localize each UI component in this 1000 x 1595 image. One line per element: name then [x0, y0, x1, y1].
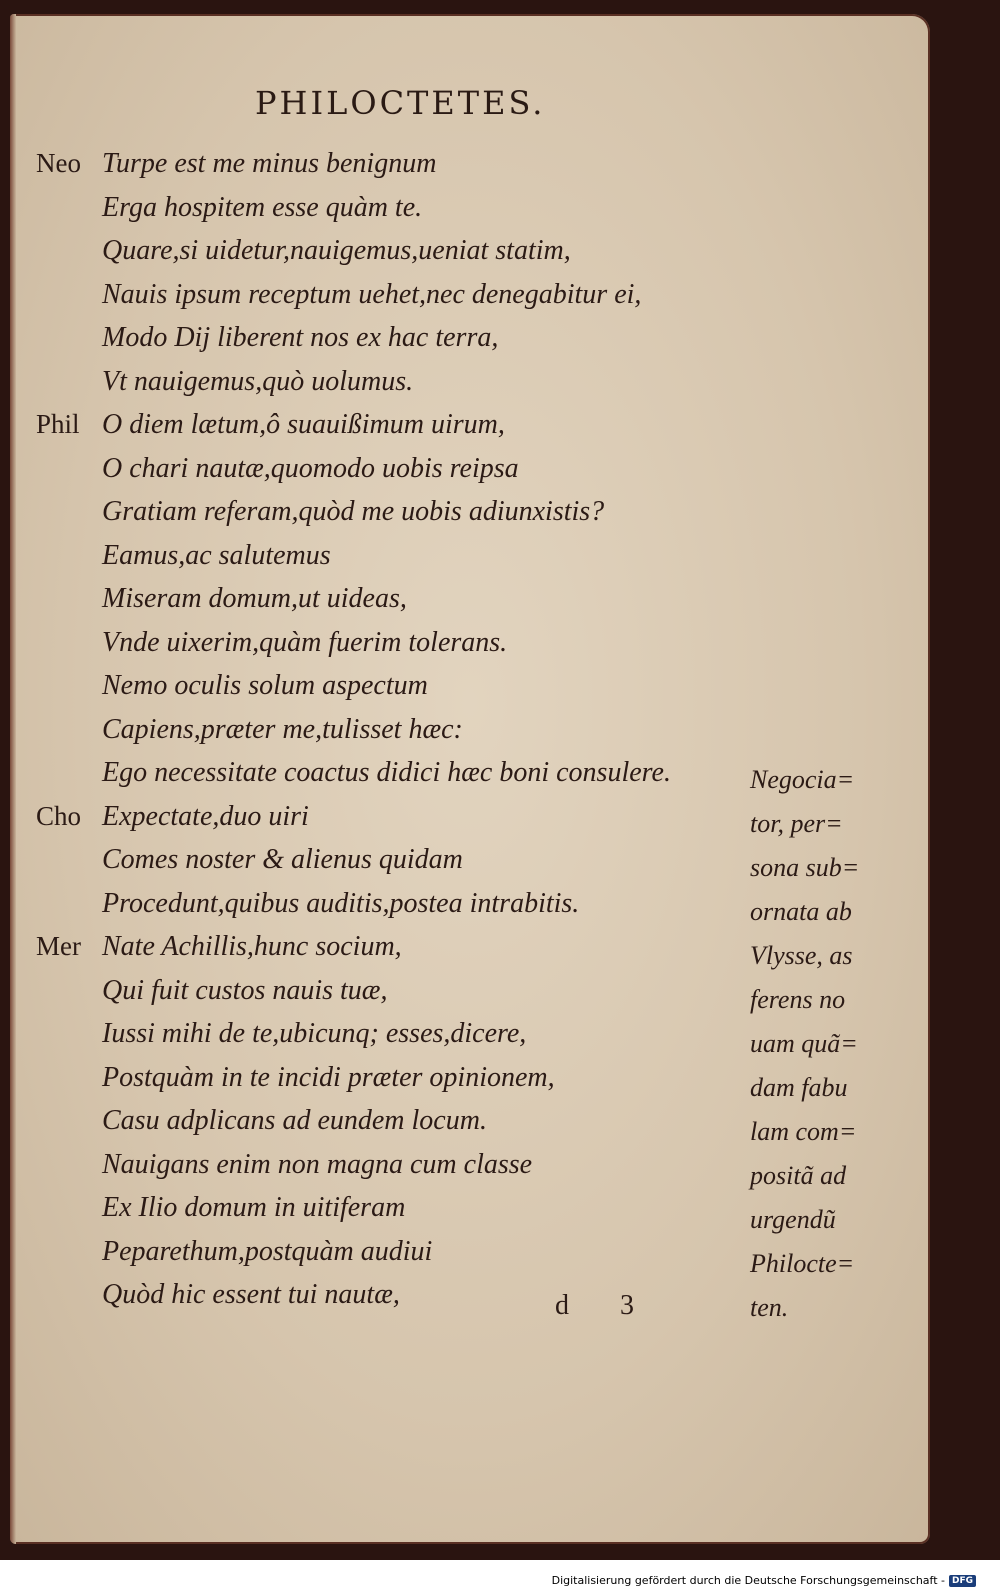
verse-line: Procedunt,quibus auditis,postea intrabitis. [102, 887, 580, 919]
verse-line: Iussi mihi de te,ubicunq; esses,dicere, [102, 1018, 527, 1049]
verse-line: Comes noster & alienus quidam [102, 844, 463, 875]
margin-note-line: sona sub= [750, 853, 860, 882]
verse-line: Miseram domum,ut uideas, [102, 583, 407, 614]
margin-note-line: dam fabu [750, 1073, 848, 1102]
verse-line: O chari nautæ,quomodo uobis reipsa [102, 452, 519, 484]
verse-line: Peparethum,postquàm audiui [102, 1235, 433, 1267]
verse-line: O diem lætum,ô suauißimum uirum, [102, 409, 505, 440]
margin-note-line: tor, per= [750, 809, 843, 838]
verse-line: Modo Dij liberent nos ex hac terra, [102, 322, 499, 353]
verse-line: Capiens,præter me,tulisset hæc: [102, 713, 463, 745]
signature-mark: d 3 [555, 1290, 656, 1321]
verse-line: Turpe est me minus benignum [102, 148, 437, 179]
margin-note-line: Philocte= [750, 1249, 855, 1278]
verse-line: Nauigans enim non magna cum classe [102, 1148, 533, 1180]
verse-line: Nemo oculis solum aspectum [102, 670, 428, 701]
verse-line: Vt nauigemus,quò uolumus. [102, 365, 414, 397]
verse-line: Erga hospitem esse quàm te. [102, 191, 423, 223]
speaker-label: Cho [36, 800, 82, 831]
verse-line: Quòd hic essent tui nautæ, [102, 1279, 400, 1310]
margin-note-line: positã ad [750, 1161, 847, 1190]
margin-note-line: Vlysse, as [750, 941, 853, 970]
dfg-logo: DFG [949, 1575, 976, 1587]
verse-line: Qui fuit custos nauis tuæ, [102, 974, 388, 1006]
margin-note-line: uam quã= [750, 1029, 858, 1058]
footer-credit [552, 1574, 976, 1587]
verse-line: Casu adplicans ad eundem locum. [102, 1105, 487, 1136]
footer-credit-text: Digitalisierung gefördert durch die Deutsche Forschungsgemeinschaft - [551, 1574, 945, 1587]
speaker-label: Mer [36, 931, 81, 961]
verse-line: Nate Achillis,hunc socium, [102, 931, 402, 962]
running-header: PHILOCTETES. [255, 84, 546, 122]
speaker-label: Neo [36, 148, 81, 178]
margin-note-line: lam com= [750, 1117, 857, 1146]
verse-line: Postquàm in te incidi præter opinionem, [102, 1061, 555, 1093]
verse-line: Expectate,duo uiri [102, 800, 309, 832]
margin-note-line: ten. [750, 1293, 789, 1322]
margin-note-line: Negocia= [750, 765, 855, 794]
margin-note-line: urgendũ [750, 1205, 836, 1234]
verse-line: Ex Ilio domum in uitiferam [102, 1192, 406, 1223]
margin-note-line: ornata ab [750, 897, 852, 926]
margin-note [750, 758, 880, 1330]
verse-line: Vnde uixerim,quàm fuerim tolerans. [102, 626, 508, 658]
verse-line: Quare,si uidetur,nauigemus,ueniat statim, [102, 235, 571, 266]
speaker-label: Phil [36, 409, 80, 439]
verse-line: Ego necessitate coactus didici hæc boni consulere. [102, 757, 671, 788]
verse-line: Eamus,ac salutemus [102, 539, 331, 571]
margin-note-line: ferens no [750, 985, 846, 1014]
verse-line: Gratiam referam,quòd me uobis adiunxistis? [102, 496, 605, 527]
verse-line: Nauis ipsum receptum uehet,nec denegabitur ei, [102, 278, 642, 310]
